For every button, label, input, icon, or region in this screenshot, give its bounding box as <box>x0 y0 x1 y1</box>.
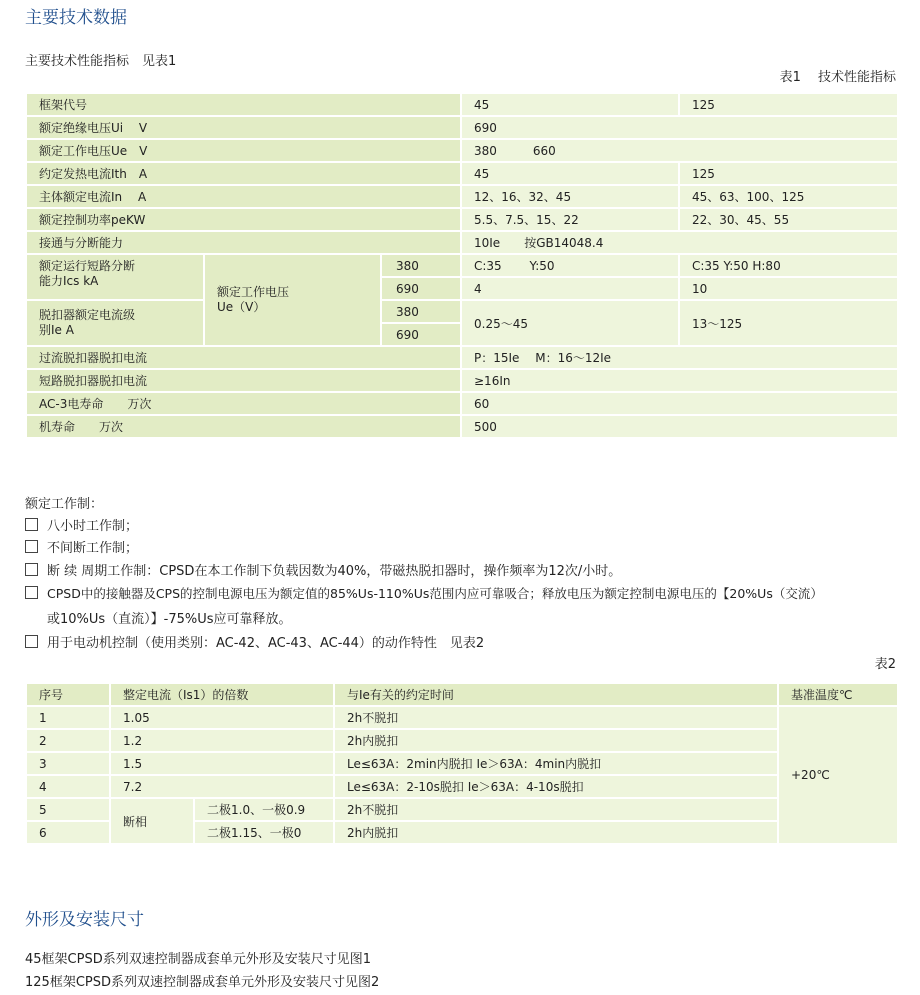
header-no: 序号 <box>26 683 110 706</box>
cell-no: 6 <box>26 821 110 844</box>
label-ics: 额定运行短路分断能力Ics kA <box>26 254 204 300</box>
table-row <box>26 231 898 254</box>
cell-multiple: 1.2 <box>110 729 334 752</box>
voltage-690: 690 <box>381 277 461 300</box>
cell-125: 13～125 <box>679 300 898 346</box>
cell-45: C:35 Y:50 <box>461 254 679 277</box>
row-label: AC-3电寿命 万次 <box>26 392 461 415</box>
cell-125: 125 <box>679 162 898 185</box>
table-row <box>26 706 898 729</box>
cell-125: C:35 Y:50 H:80 <box>679 254 898 277</box>
table-row <box>26 254 898 277</box>
duty-heading: 额定工作制： <box>25 497 104 512</box>
cell-45: 0.25～45 <box>461 300 679 346</box>
row-label: 主体额定电流In A <box>26 185 461 208</box>
cell-time: 2h不脱扣 <box>334 706 778 729</box>
cell-phase-loss: 断相 <box>110 798 194 844</box>
row-label: 接通与分断能力 <box>26 231 461 254</box>
table-row <box>26 208 898 231</box>
intro-text: 主要技术性能指标 见表1 <box>25 54 177 69</box>
duty-item <box>25 537 138 556</box>
cell-time: Le≤63A：2min内脱扣 Ie＞63A：4min内脱扣 <box>334 752 778 775</box>
table-row <box>26 775 898 798</box>
table-row <box>26 93 898 116</box>
table-header-row <box>26 683 898 706</box>
row-label: 机寿命 万次 <box>26 415 461 438</box>
cell-merged: 690 <box>461 116 898 139</box>
cell-no: 1 <box>26 706 110 729</box>
voltage-690: 690 <box>381 323 461 346</box>
duty-item-text: 用于电动机控制（使用类别：AC-42、AC-43、AC-44）的动作特性 见表2 <box>47 636 485 651</box>
cell-merged: P：15Ie M：16～12Ie <box>461 346 898 369</box>
dimension-line: 45框架CPSD系列双速控制器成套单元外形及安装尺寸见图1 <box>25 952 371 967</box>
duty-item <box>25 515 138 534</box>
checkbox-icon <box>25 635 38 648</box>
row-label: 短路脱扣器脱扣电流 <box>26 369 461 392</box>
duty-item <box>25 632 484 651</box>
label-ie: 脱扣器额定电流级别Ie A <box>26 300 204 346</box>
cell-no: 4 <box>26 775 110 798</box>
row-label: 额定工作电压Ue V <box>26 139 461 162</box>
table-tech-performance <box>25 92 899 439</box>
table-row <box>26 798 898 821</box>
cell-125: 125 <box>679 93 898 116</box>
duty-item-text: 八小时工作制； <box>47 519 139 534</box>
cell-time: 2h不脱扣 <box>334 798 778 821</box>
cell-merged: 380 660 <box>461 139 898 162</box>
table-row <box>26 185 898 208</box>
cell-time: 2h内脱扣 <box>334 729 778 752</box>
duty-item-text: 断 续 周期工作制：CPSD在本工作制下负载因数为40%，带磁热脱扣器时，操作频率为12次/小时。 <box>47 564 622 579</box>
cell-45: 45 <box>461 162 679 185</box>
label-rated-voltage: 额定工作电压Ue（V） <box>204 254 381 346</box>
table-row <box>26 392 898 415</box>
table-row <box>26 729 898 752</box>
cell-no: 2 <box>26 729 110 752</box>
table-row <box>26 162 898 185</box>
cell-45: 12、16、32、45 <box>461 185 679 208</box>
header-multiple: 整定电流（Is1）的倍数 <box>110 683 334 706</box>
cell-merged: ≥16In <box>461 369 898 392</box>
table1-caption: 表1 技术性能指标 <box>779 70 896 85</box>
table-row <box>26 752 898 775</box>
voltage-380: 380 <box>381 254 461 277</box>
cell-no: 5 <box>26 798 110 821</box>
cell-multiple: 1.5 <box>110 752 334 775</box>
duty-item <box>25 560 621 579</box>
section-title-tech-data: 主要技术数据 <box>25 8 127 28</box>
cell-125: 45、63、100、125 <box>679 185 898 208</box>
checkbox-icon <box>25 563 38 576</box>
cell-merged: 500 <box>461 415 898 438</box>
duty-item-text: 不间断工作制； <box>47 541 139 556</box>
row-label: 框架代号 <box>26 93 461 116</box>
cell-multiple: 1.05 <box>110 706 334 729</box>
table-row <box>26 116 898 139</box>
cell-multiple: 二极1.0、一极0.9 <box>194 798 334 821</box>
table-row <box>26 369 898 392</box>
checkbox-icon <box>25 518 38 531</box>
duty-item-continuation: 或10%Us（直流）】-75%Us应可靠释放。 <box>47 612 292 627</box>
table2-caption: 表2 <box>874 657 896 672</box>
table-action-characteristics <box>25 682 899 845</box>
checkbox-icon <box>25 586 38 599</box>
cell-merged: 10Ie 按GB14048.4 <box>461 231 898 254</box>
cell-125: 22、30、45、55 <box>679 208 898 231</box>
cell-multiple: 二极1.15、一极0 <box>194 821 334 844</box>
duty-item <box>25 584 823 602</box>
cell-45: 5.5、7.5、15、22 <box>461 208 679 231</box>
table-row <box>26 139 898 162</box>
cell-temperature: +20℃ <box>778 706 898 844</box>
table-row <box>26 346 898 369</box>
row-label: 过流脱扣器脱扣电流 <box>26 346 461 369</box>
voltage-380: 380 <box>381 300 461 323</box>
cell-no: 3 <box>26 752 110 775</box>
cell-time: Le≤63A：2-10s脱扣 Ie＞63A：4-10s脱扣 <box>334 775 778 798</box>
table-row <box>26 415 898 438</box>
cell-125: 10 <box>679 277 898 300</box>
cell-merged: 60 <box>461 392 898 415</box>
row-label: 额定控制功率peKW <box>26 208 461 231</box>
cell-45: 4 <box>461 277 679 300</box>
header-temperature: 基准温度℃ <box>778 683 898 706</box>
header-time: 与Ie有关的约定时间 <box>334 683 778 706</box>
dimension-line: 125框架CPSD系列双速控制器成套单元外形及安装尺寸见图2 <box>25 975 380 990</box>
cell-time: 2h内脱扣 <box>334 821 778 844</box>
checkbox-icon <box>25 540 38 553</box>
row-label: 额定绝缘电压Ui V <box>26 116 461 139</box>
row-label: 约定发热电流Ith A <box>26 162 461 185</box>
section-title-dimensions: 外形及安装尺寸 <box>25 910 144 930</box>
table-row <box>26 300 898 323</box>
cell-45: 45 <box>461 93 679 116</box>
cell-multiple: 7.2 <box>110 775 334 798</box>
duty-item-text: CPSD中的接触器及CPS的控制电源电压为额定值的85%Us-110%Us范围内应可靠吸合；释放电压为额定控制电源电压的【20%Us（交流） <box>47 586 823 601</box>
